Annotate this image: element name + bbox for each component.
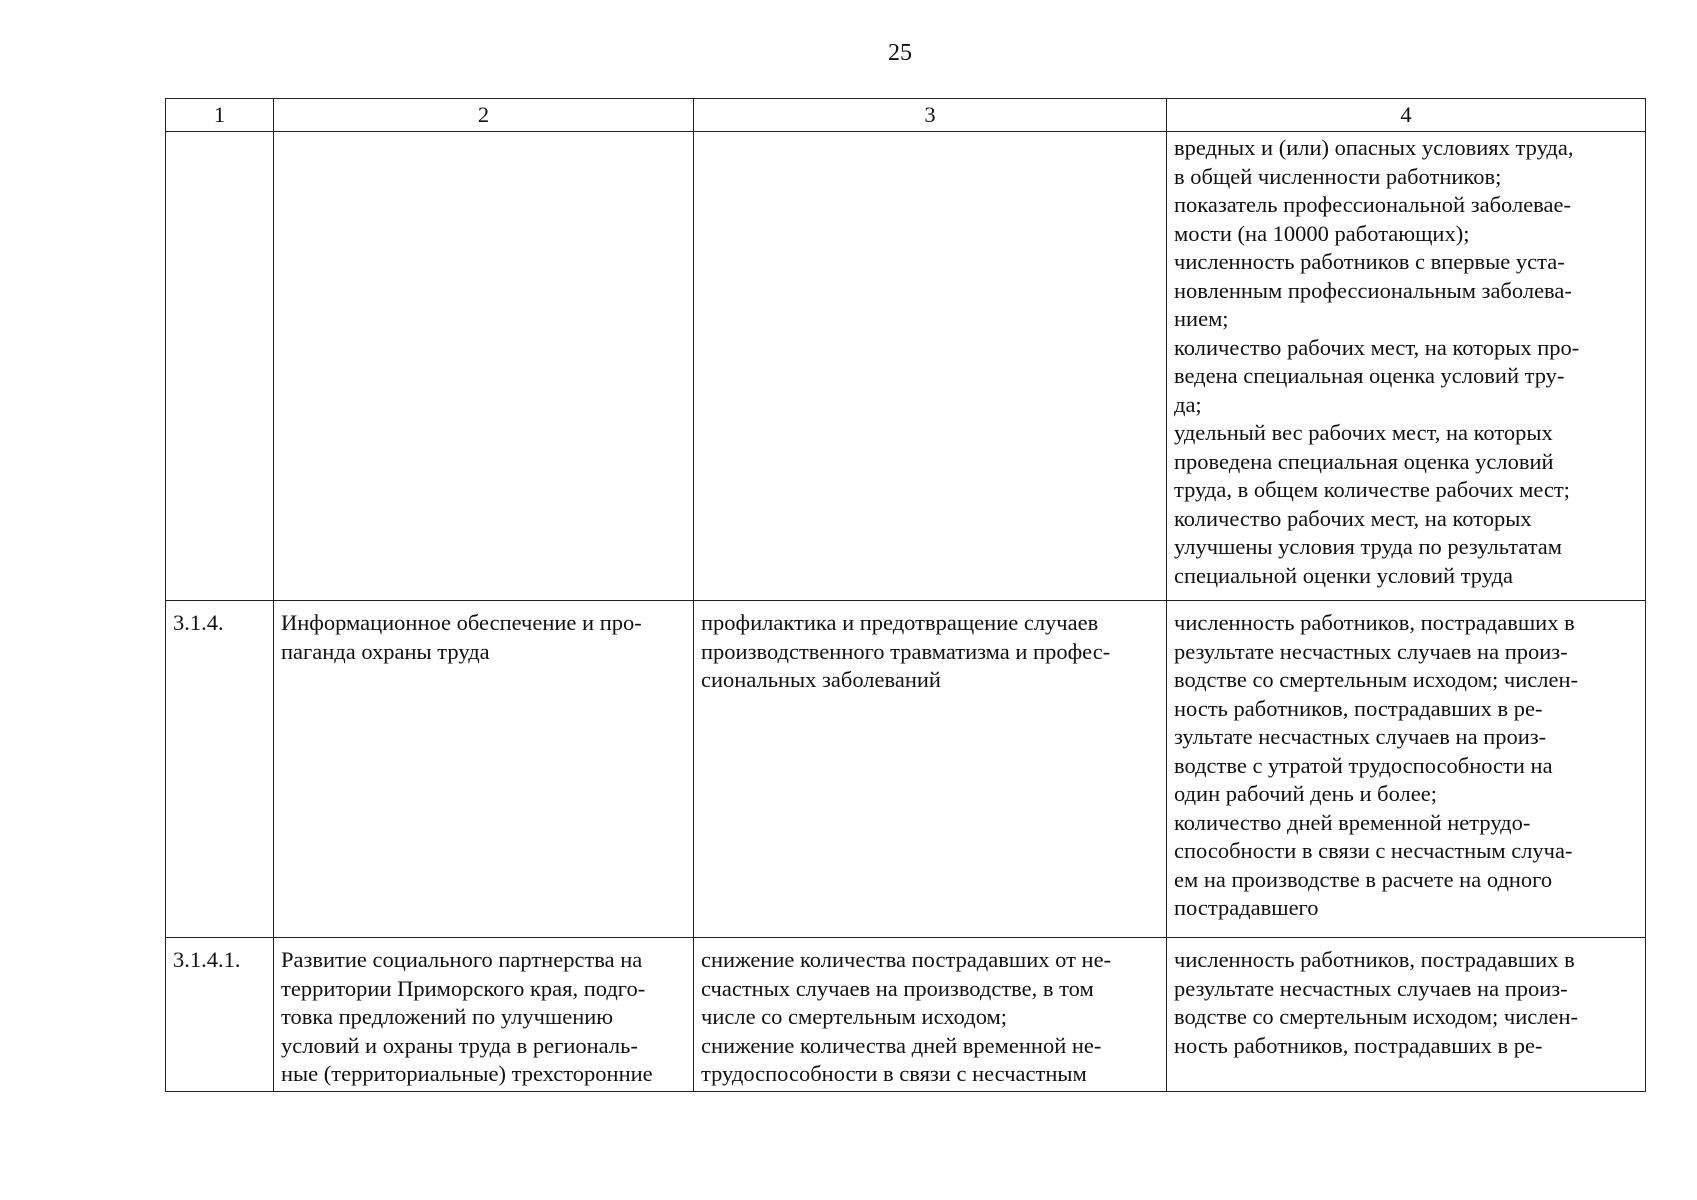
cell-text-line: водстве со смертельным исходом; числен- — [1174, 1004, 1579, 1029]
cell-text-line: нием; — [1174, 306, 1229, 331]
cell-text-line: труда, в общем количестве рабочих мест; — [1174, 477, 1570, 502]
cell-text-line: Развитие социального партнерства на — [281, 947, 643, 972]
table-row — [166, 601, 1646, 938]
cell-text-line: снижение количества дней временной не- — [701, 1032, 1102, 1058]
measure-name-cell — [274, 601, 694, 938]
expected-result-cell — [694, 132, 1167, 601]
cell-text-line: производственного травматизма и профес- — [701, 638, 1111, 664]
cell-text-line: паганда охраны труда — [281, 638, 490, 664]
cell-text-line: проведена специальная оценка условий — [1174, 448, 1554, 474]
table-row — [166, 938, 1646, 1092]
cell-text-line: снижение количества пострадавших от не- — [701, 947, 1112, 972]
cell-text-line: количество рабочих мест, на которых — [1174, 505, 1532, 531]
header-row — [166, 99, 1646, 132]
expected-result-cell — [694, 938, 1167, 1092]
indicators-cell — [1167, 601, 1646, 938]
column-header-3: 3 — [694, 99, 1167, 132]
cell-text-line: вредных и (или) опасных условиях труда, — [1174, 135, 1574, 160]
cell-text-line: водстве со смертельным исходом; числен- — [1174, 667, 1579, 692]
cell-text-line: профилактика и предотвращение случаев — [701, 610, 1099, 635]
cell-text-line: численность работников, пострадавших в — [1174, 610, 1575, 635]
cell-text-line: специальной оценки условий труда — [1174, 562, 1514, 588]
cell-text-line: числе со смертельным исходом; — [701, 1004, 1008, 1029]
cell-text-line: мости (на 10000 работающих); — [1174, 220, 1470, 246]
cell-text-line: улучшены условия труда по результатам — [1174, 534, 1563, 559]
cell-text-line: результате несчастных случаев на произ- — [1174, 975, 1568, 1001]
page-number: 25 — [888, 40, 912, 66]
indicators-cell — [1167, 938, 1646, 1092]
cell-text-line: результате несчастных случаев на произ- — [1174, 638, 1568, 664]
cell-text-line: ность работников, пострадавших в ре- — [1174, 1032, 1543, 1058]
measure-name-cell — [274, 938, 694, 1092]
cell-text-line: трудоспособности в связи с несчастным — [701, 1061, 1087, 1086]
cell-text-line: новленным профессиональным заболева- — [1174, 277, 1572, 303]
table-row — [166, 132, 1646, 601]
cell-text-line: количество рабочих мест, на которых про- — [1174, 334, 1580, 360]
row-number-cell: 3.1.4. — [166, 601, 274, 938]
cell-text-line: способности в связи с несчастным случа- — [1174, 838, 1573, 863]
cell-text-line: сиональных заболеваний — [701, 667, 941, 692]
column-header-4: 4 — [1167, 99, 1646, 132]
cell-text-line: ведена специальная оценка условий тру- — [1174, 363, 1565, 388]
cell-text-line: показатель профессиональной заболевае- — [1174, 192, 1571, 217]
column-header-1: 1 — [166, 99, 274, 132]
measure-name-cell — [274, 132, 694, 601]
cell-text-line: ные (территориальные) трехсторонние — [281, 1061, 653, 1086]
cell-text-line: ем на производстве в расчете на одного — [1174, 866, 1553, 892]
cell-text-line: численность работников, пострадавших в — [1174, 947, 1575, 972]
column-header-2: 2 — [274, 99, 694, 132]
cell-text-line: удельный вес рабочих мест, на которых — [1174, 420, 1553, 445]
cell-text-line: в общей численности работников; — [1174, 163, 1502, 189]
cell-text-line: да; — [1174, 391, 1202, 417]
cell-text-line: водстве с утратой трудоспособности на — [1174, 752, 1553, 778]
indicators-cell — [1167, 132, 1646, 601]
cell-text-line: ность работников, пострадавших в ре- — [1174, 695, 1543, 721]
cell-text-line: условий и охраны труда в региональ- — [281, 1032, 638, 1058]
cell-text-line: зультате несчастных случаев на произ- — [1174, 724, 1547, 749]
cell-text-line: количество дней временной нетрудо- — [1174, 809, 1531, 835]
row-number-cell — [166, 132, 274, 601]
cell-text-line: пострадавшего — [1174, 895, 1319, 920]
document-table — [165, 98, 1646, 1092]
cell-text-line: территории Приморского края, подго- — [281, 975, 646, 1001]
cell-text-line: Информационное обеспечение и про- — [281, 610, 642, 635]
cell-text-line: один рабочий день и более; — [1174, 781, 1438, 806]
cell-text-line: товка предложений по улучшению — [281, 1004, 614, 1029]
cell-text-line: численность работников с впервые уста- — [1174, 249, 1565, 274]
expected-result-cell — [694, 601, 1167, 938]
row-number-cell: 3.1.4.1. — [166, 938, 274, 1092]
cell-text-line: счастных случаев на производстве, в том — [701, 975, 1094, 1001]
